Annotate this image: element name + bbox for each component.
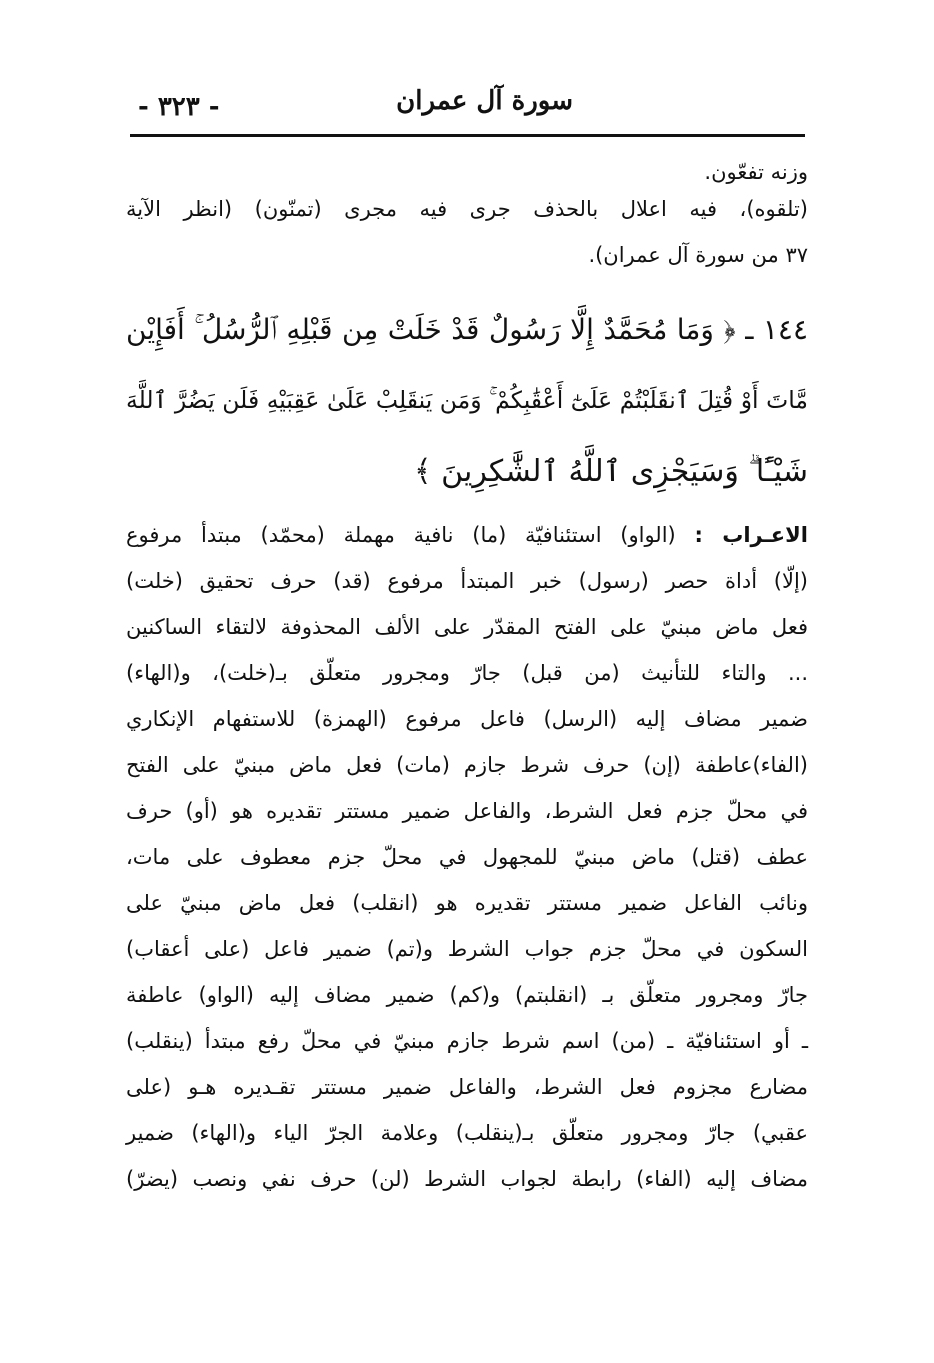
- text-line: عطف (قتل) ماض مبنيّ للمجهول في محلّ جزم معطوف على مات،: [126, 845, 808, 869]
- text-line: وزنه تفعّون.: [704, 160, 808, 184]
- text-line: فعل ماض مبنيّ على الفتح المقدّر على الألف المحذوفة لالتقاء الساكنين: [126, 615, 808, 639]
- verse-line: مَّاتَ أَوْ قُتِلَ ٱنقَلَبْتُمْ عَلَىٰٓ أَعْقَٰبِكُمْ ۚ وَمَن يَنقَلِبْ عَلَىٰ عَقِبَيْهِ فَلَن يَضُرَّ ٱللَّهَ: [126, 386, 808, 414]
- irab-first-line-text: (الواو) استئنافيّة (ما) نافية مهملة (محمّد) مبتدأ مرفوع: [126, 523, 676, 547]
- page-number: - ٣٢٣ -: [138, 92, 220, 122]
- verse-line: شَيْـًٔا ۗ وَسَيَجْزِى ٱللَّهُ ٱلشَّٰكِرِينَ ﴾: [414, 454, 808, 489]
- text-line: ونائب الفاعل ضمير مستتر تقديره هو (انقلب) فعل ماض مبنيّ على: [126, 891, 808, 915]
- text-line: ـ أو استئنافيّة ـ (من) اسم شرط جازم مبنيّ في محلّ رفع مبتدأ (ينقلب): [126, 1029, 808, 1053]
- text-line: السكون في محلّ جزم جواب الشرط و(تم) ضمير فاعل (على أعقاب): [126, 937, 808, 961]
- running-title: سورة آل عمران: [396, 86, 573, 116]
- verse-line: ١٤٤ ـ ﴿ وَمَا مُحَمَّدٌ إِلَّا رَسُولٌ قَدْ خَلَتْ مِن قَبْلِهِ ٱلرُّسُلُ ۚ أَفَإِيْن: [126, 313, 808, 346]
- text-line: عقبي) جارّ ومجرور متعلّق بـ(ينقلب) وعلامة الجرّ الياء و(الهاء) ضمير: [126, 1121, 808, 1145]
- text-line: جارّ ومجرور متعلّق بـ (انقلبتم) و(كم) ضمير مضاف إليه (الواو) عاطفة: [126, 983, 808, 1007]
- text-line: مضارع مجزوم فعل الشرط، والفاعل ضمير مستتر تقـديره هـو (على: [126, 1075, 808, 1099]
- text-line: ٣٧ من سورة آل عمران).: [588, 243, 808, 267]
- text-line: ضمير مضاف إليه (الرسل) فاعل مرفوع (الهمزة) للاستفهام الإنكاري: [126, 707, 808, 731]
- text-line: (إلّا) أداة حصر (رسول) خبر المبتدأ مرفوع (قد) حرف تحقيق (خلت): [126, 569, 808, 593]
- text-line: (تلقوه)، فيه اعلال بالحذف جرى فيه مجرى (تمنّون) (انظر الآية: [126, 197, 808, 221]
- irab-first-line: [126, 515, 808, 555]
- page-header: [130, 82, 805, 134]
- text-line: ... والتاء للتأنيث (من قبل) جارّ ومجرور متعلّق بـ(خلت)، و(الهاء): [126, 661, 808, 685]
- text-line: في محلّ جزم فعل الشرط، والفاعل ضمير مستتر تقديره هو (أو) حرف: [126, 799, 808, 823]
- text-line: (الفاء)عاطفة (إن) حرف شرط جازم (مات) فعل ماض مبنيّ على الفتح: [126, 753, 808, 777]
- header-divider: [130, 134, 805, 137]
- text-line: مضاف إليه (الفاء) رابطة لجواب الشرط (لن) حرف نفي ونصب (يضرّ): [126, 1167, 808, 1191]
- irab-label: الاعـراب :: [694, 523, 808, 547]
